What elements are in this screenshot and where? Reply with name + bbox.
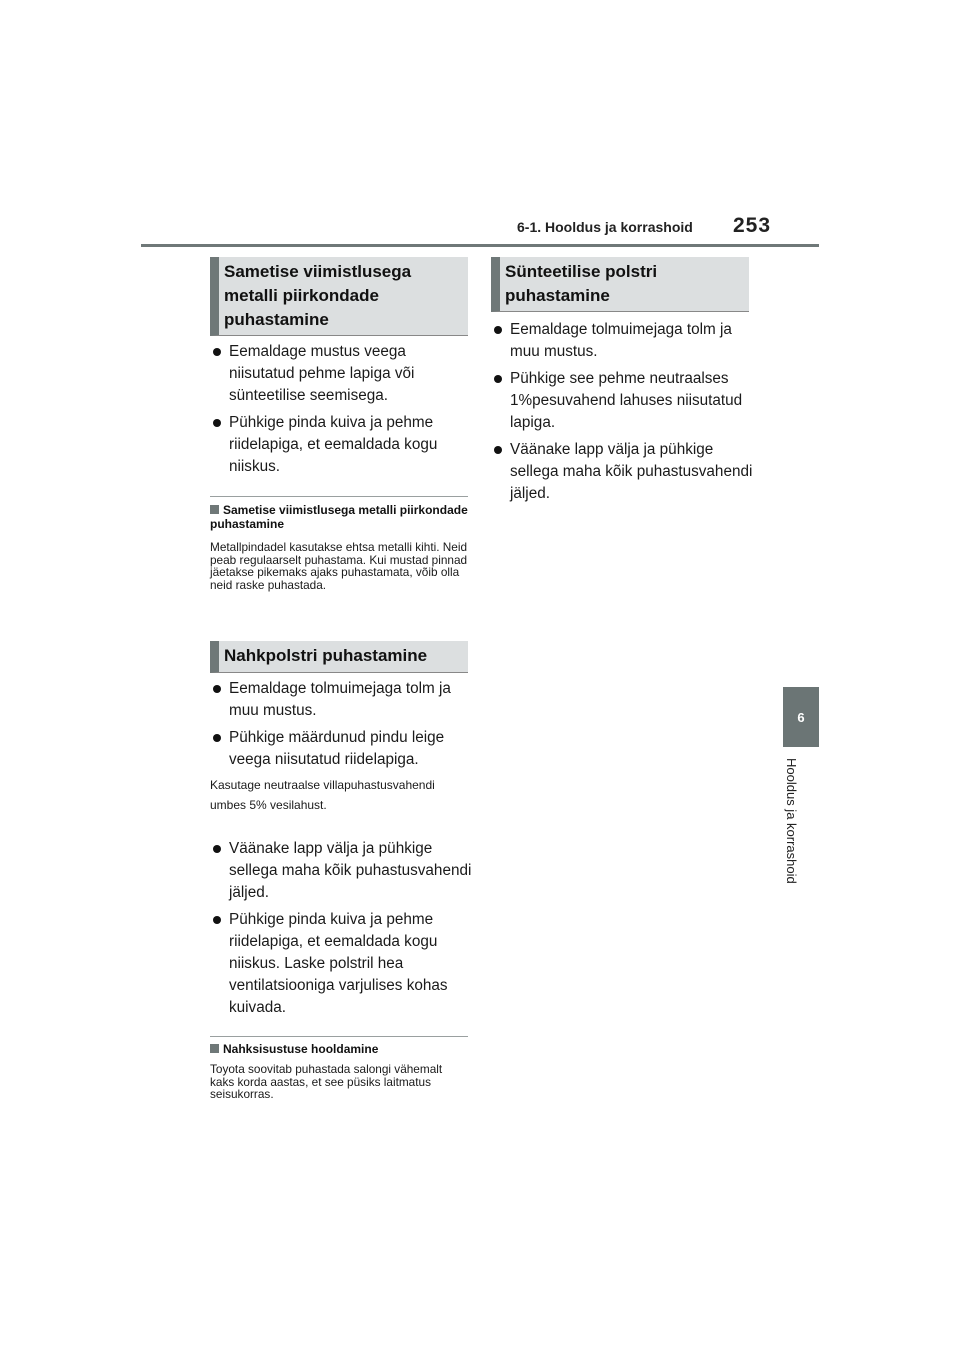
header-divider: [141, 244, 819, 247]
note-title-suede: Sametise viimistlusega metalli piirkondade puhastamine: [210, 503, 468, 531]
section-title: 6-1. Hooldus ja korrashoid: [517, 219, 693, 235]
square-bullet-icon: [210, 505, 219, 514]
chapter-tab: [783, 687, 819, 747]
bullet-item: Eemaldage tolmuimejaga tolm ja muu mustus.: [211, 678, 473, 722]
note-title-leather: Nahksisustuse hooldamine: [210, 1042, 468, 1056]
bullet-item: Pühkige määrdunud pindu leige veega niisutatud riidelapiga.: [211, 727, 473, 771]
square-bullet-icon: [210, 1044, 219, 1053]
synthetic-bullet-list: [492, 319, 754, 510]
leather-bullet-list: [211, 678, 473, 776]
note-body-suede: Metallpindadel kasutakse ehtsa metalli kihti. Neid peab regulaarselt puhastama. Kui mustad pinnad jäetakse pikemaks ajaks puhastamata, võib olla neid raske puhastada.: [210, 540, 468, 592]
bullet-item: Eemaldage mustus veega niisutatud pehme lapiga või sünteetilise seemisega.: [211, 341, 473, 407]
bullet-item: Väänake lapp välja ja pühkige sellega maha kõik puhastusvahendi jäljed.: [492, 439, 754, 505]
chapter-number: 6: [797, 709, 805, 725]
bullet-item: Pühkige see pehme neutraalses 1%pesuvahend lahuses niisutatud lapiga.: [492, 368, 754, 434]
leather-bullet-list-2: [211, 838, 473, 1024]
suede-bullet-list: [211, 341, 473, 483]
section-heading-leather: Nahkpolstri puhastamine: [210, 641, 468, 673]
note-divider: [210, 1036, 468, 1037]
bullet-item: Pühkige pinda kuiva ja pehme riidelapiga, et eemaldada kogu niiskus.: [211, 412, 473, 478]
page-number: 253: [733, 214, 772, 237]
bullet-item: Pühkige pinda kuiva ja pehme riidelapiga, et eemaldada kogu niiskus. Laske polstril hea ventilatsiooniga varjulises kohas kuivada.: [211, 909, 473, 1019]
bullet-item: Eemaldage tolmuimejaga tolm ja muu mustus.: [492, 319, 754, 363]
bullet-item: Väänake lapp välja ja pühkige sellega maha kõik puhastusvahendi jäljed.: [211, 838, 473, 904]
section-heading-synthetic: Sünteetilise polstri puhastamine: [491, 257, 749, 312]
chapter-side-label: Hooldus ja korrashoid: [784, 758, 799, 884]
leather-paragraph: Kasutage neutraalse villapuhastusvahendi umbes 5% vesilahust.: [210, 778, 435, 812]
note-divider: [210, 496, 468, 497]
section-heading-suede: Sametise viimistlusega metalli piirkondade puhastamine: [210, 257, 468, 336]
note-body-leather: Toyota soovitab puhastada salongi vähemalt kaks korda aastas, et see püsiks laitmatus seisukorras.: [210, 1062, 443, 1101]
